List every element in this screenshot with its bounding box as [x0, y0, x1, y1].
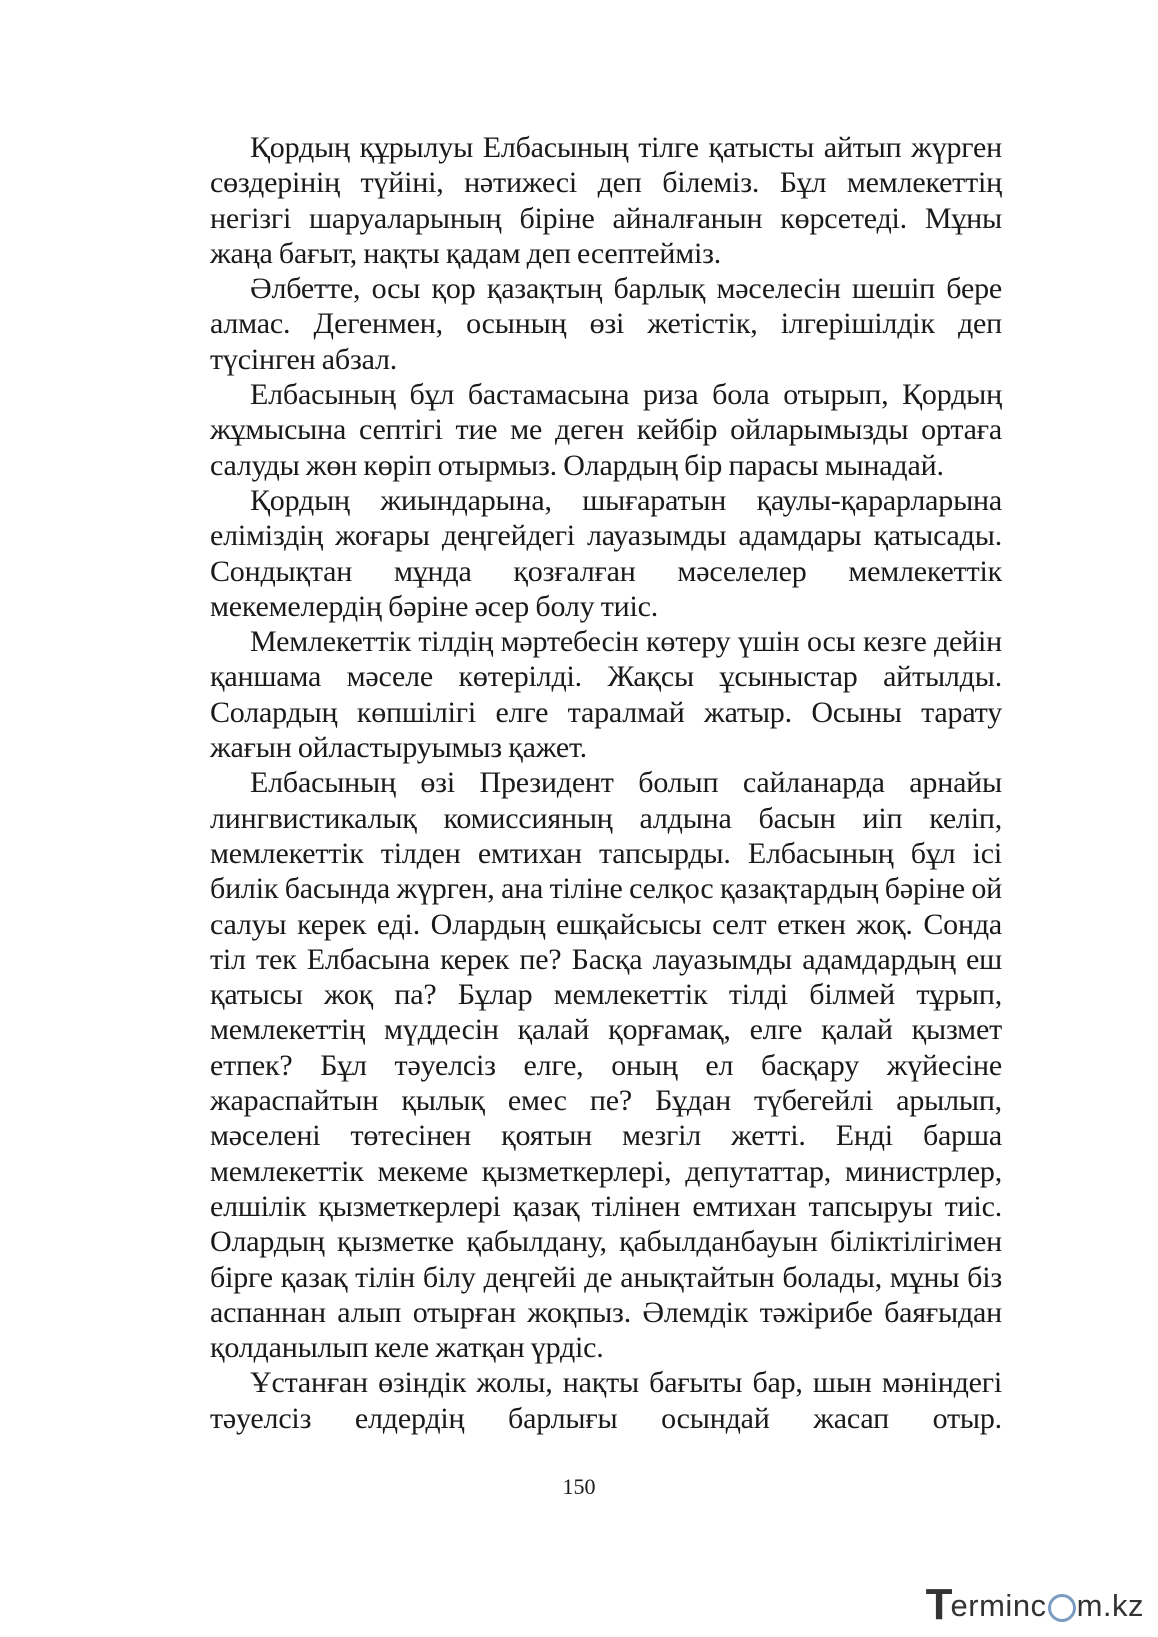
paragraph-5: Мемлекеттік тілдің мәртебесін көтеру үшін осы кезге дейін қаншама мәселе көтерілді. Жақсы ұсыныстар айтылды. Солардың көпшілігі елге таралмай жатыр. Осыны тарату жағын ойластыруымыз қажет.	[210, 625, 1002, 765]
magnifier-icon	[1048, 1594, 1076, 1622]
logo-text-start: erminc	[950, 1587, 1047, 1623]
paragraph-7: Ұстанған өзіндік жолы, нақты бағыты бар, шын мәніндегі тәуелсіз елдердің барлығы осындай жасап отыр.	[210, 1366, 1002, 1435]
logo-letter: T	[925, 1580, 953, 1629]
page-number: 150	[562, 1474, 596, 1499]
paragraph-4: Қордың жиындарына, шығаратын қаулы-қарарларына еліміздің жоғары деңгейдегі лауазымды адамдары қатысады. Сондықтан мұнда қозғалған мәселелер мемлекеттік мекемелердің бәріне әсер болу тиіс.	[210, 483, 1002, 623]
paragraph-2: Әлбетте, осы қор қазақтың барлық мәселесін шешіп бере алмас. Дегенмен, осының өзі жетістік, ілгерішілдік деп түсінген абзал.	[210, 272, 1002, 376]
paragraph-3: Елбасының бұл бастамасына риза бола отырып, Қордың жұмысына септігі тие ме деген кейбір ойларымызды ортаға салуды жөн көріп отырмыз. Олардың бір парасы мынадай.	[210, 378, 1002, 482]
paragraph-1: Қордың құрылуы Елбасының тілге қатысты айтып жүрген сөздерінің түйіні, нәтижесі деп білеміз. Бұл мемлекеттің негізгі шаруаларының біріне айналғанын көрсетеді. Мұны жаңа бағыт, нақты қадам деп есептейміз.	[210, 131, 1002, 270]
paragraph-6: Елбасының өзі Президент болып сайланарда арнайы лингвистикалық комиссияның алдына басын иіп келіп, мемлекеттік тілден емтихан тапсырды. Елбасының бұл ісі билік басында жүрген, ана тіліне селқос қазақтардың бәріне ой салуы керек еді. Олардың ешқайсысы селт еткен жоқ. Сонда тіл тек Елбасына керек пе? Басқа лауазымды адамдардың еш қатысы жоқ па? Бұлар мемлекеттік тілді білмей тұрып, мемлекеттің мүддесін қалай қорғамақ, елге қалай қызмет етпек? Бұл тәуелсіз елге, оның ел басқару жүйесіне жараспайтын қылық емес пе? Бұдан түбегейлі арылып, мәселені төтесінен қоятын мезгіл жетті. Енді барша мемлекеттік мекеме қызметкерлері, депутаттар, министрлер, елшілік қызметкерлері қазақ тілінен емтихан тапсыруы тиіс. Олардың қызметке қабылдану, қабылданбауын біліктілігімен бірге қазақ тілін білу деңгейі де анықтайтын болады, мұны біз аспаннан алып отырған жоқпыз. Әлемдік тәжірибе баяғыдан қолданылып келе жатқан үрдіс.	[210, 766, 1002, 1365]
termincom-logo	[925, 1580, 1144, 1629]
page-body	[210, 130, 1002, 1436]
logo-text-end: m.kz	[1076, 1587, 1144, 1623]
